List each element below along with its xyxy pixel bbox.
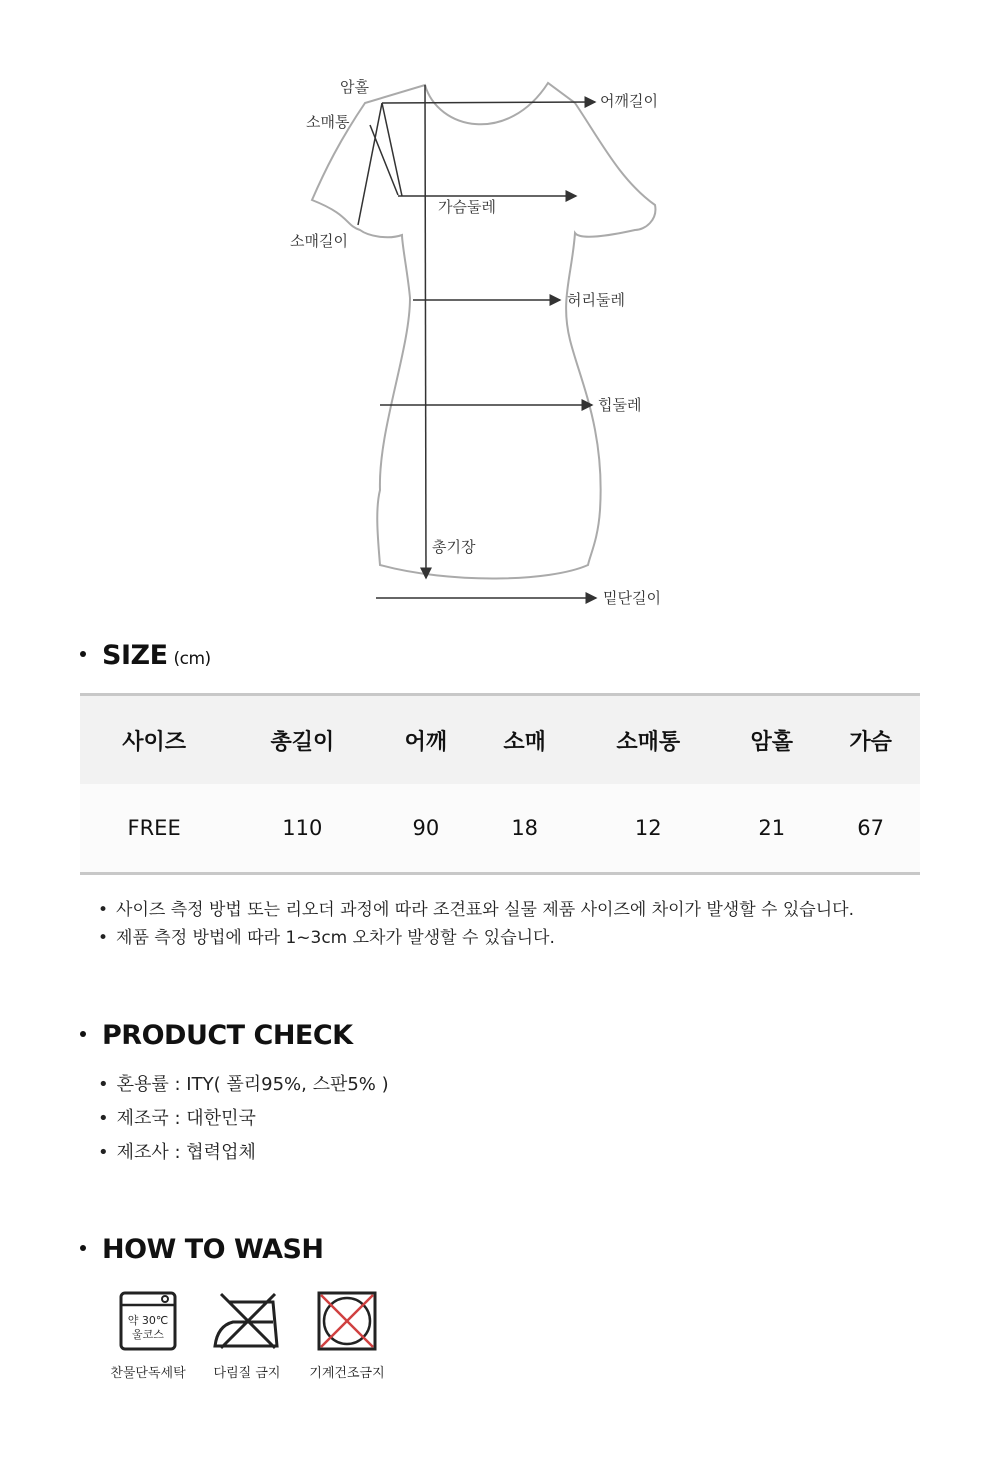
product-check-list: [98, 1068, 389, 1170]
header-cell: 소매통: [574, 695, 722, 785]
product-check-title: PRODUCT CHECK: [80, 1020, 353, 1051]
header-cell: 어깨: [376, 695, 475, 785]
note-item: • 사이즈 측정 방법 또는 리오더 과정에 따라 조견표와 실물 제품 사이즈에 차이가 발생할 수 있습니다.: [98, 896, 854, 924]
table-cell: FREE: [80, 784, 228, 874]
note-item: • 제품 측정 방법에 따라 1~3cm 오차가 발생할 수 있습니다.: [98, 924, 854, 952]
label-waist: 허리둘레: [567, 291, 625, 309]
header-cell: 사이즈: [80, 695, 228, 785]
no-iron-icon: [211, 1290, 283, 1352]
table-cell: 21: [722, 784, 821, 874]
bullet-icon: [80, 1031, 86, 1037]
total-length-line: [425, 85, 426, 578]
table-cell: 90: [376, 784, 475, 874]
shoulder-line: [382, 102, 595, 103]
wash-item-no-iron: [202, 1290, 292, 1381]
header-cell: 암홀: [722, 695, 821, 785]
table-cell: 67: [821, 784, 920, 874]
label-armhole: 암홀: [340, 78, 369, 96]
size-table: [80, 693, 920, 875]
header-cell: 소매: [475, 695, 574, 785]
header-cell: 총길이: [228, 695, 376, 785]
label-sleeve-width: 소매통: [306, 113, 350, 131]
dress-outline: [312, 83, 655, 579]
list-item: • 제조사 : 협력업체: [98, 1136, 389, 1170]
bullet-icon: [80, 1245, 86, 1251]
wash-caption: 다림질 금지: [213, 1366, 281, 1381]
wash-caption: 찬물단독세탁: [110, 1366, 186, 1381]
wash-item-hand-wash: [103, 1290, 193, 1381]
label-chest: 가슴둘레: [438, 198, 496, 216]
armhole-line: [382, 103, 402, 196]
table-cell: 12: [574, 784, 722, 874]
bullet-icon: [80, 651, 86, 657]
header-cell: 가슴: [821, 695, 920, 785]
wash-caption: 기계건조금지: [309, 1366, 385, 1381]
size-diagram: [270, 70, 700, 620]
size-table-header: [80, 695, 920, 785]
size-section-title: SIZE (cm): [80, 640, 211, 671]
no-tumble-dry-icon: [316, 1290, 378, 1352]
wash-item-no-tumble-dry: [302, 1290, 392, 1381]
label-sleeve-length: 소매길이: [290, 232, 348, 250]
list-item: • 제조국 : 대한민국: [98, 1102, 389, 1136]
list-item: • 혼용률 : ITY( 폴리95%, 스판5% ): [98, 1068, 389, 1102]
label-shoulder: 어깨길이: [600, 92, 658, 110]
hand-wash-30-icon: [118, 1290, 178, 1352]
sleeve-length-line: [358, 103, 382, 225]
svg-text:울코스: 울코스: [132, 1328, 164, 1341]
table-row: [80, 784, 920, 874]
size-notes: [98, 896, 854, 952]
svg-text:약 30℃: 약 30℃: [127, 1314, 169, 1327]
label-hip: 힙둘레: [598, 396, 642, 414]
table-cell: 18: [475, 784, 574, 874]
table-cell: 110: [228, 784, 376, 874]
label-total-length: 총기장: [432, 538, 476, 556]
label-hem: 밑단길이: [603, 589, 661, 607]
size-unit: (cm): [173, 649, 211, 669]
how-to-wash-title: HOW TO WASH: [80, 1234, 324, 1265]
